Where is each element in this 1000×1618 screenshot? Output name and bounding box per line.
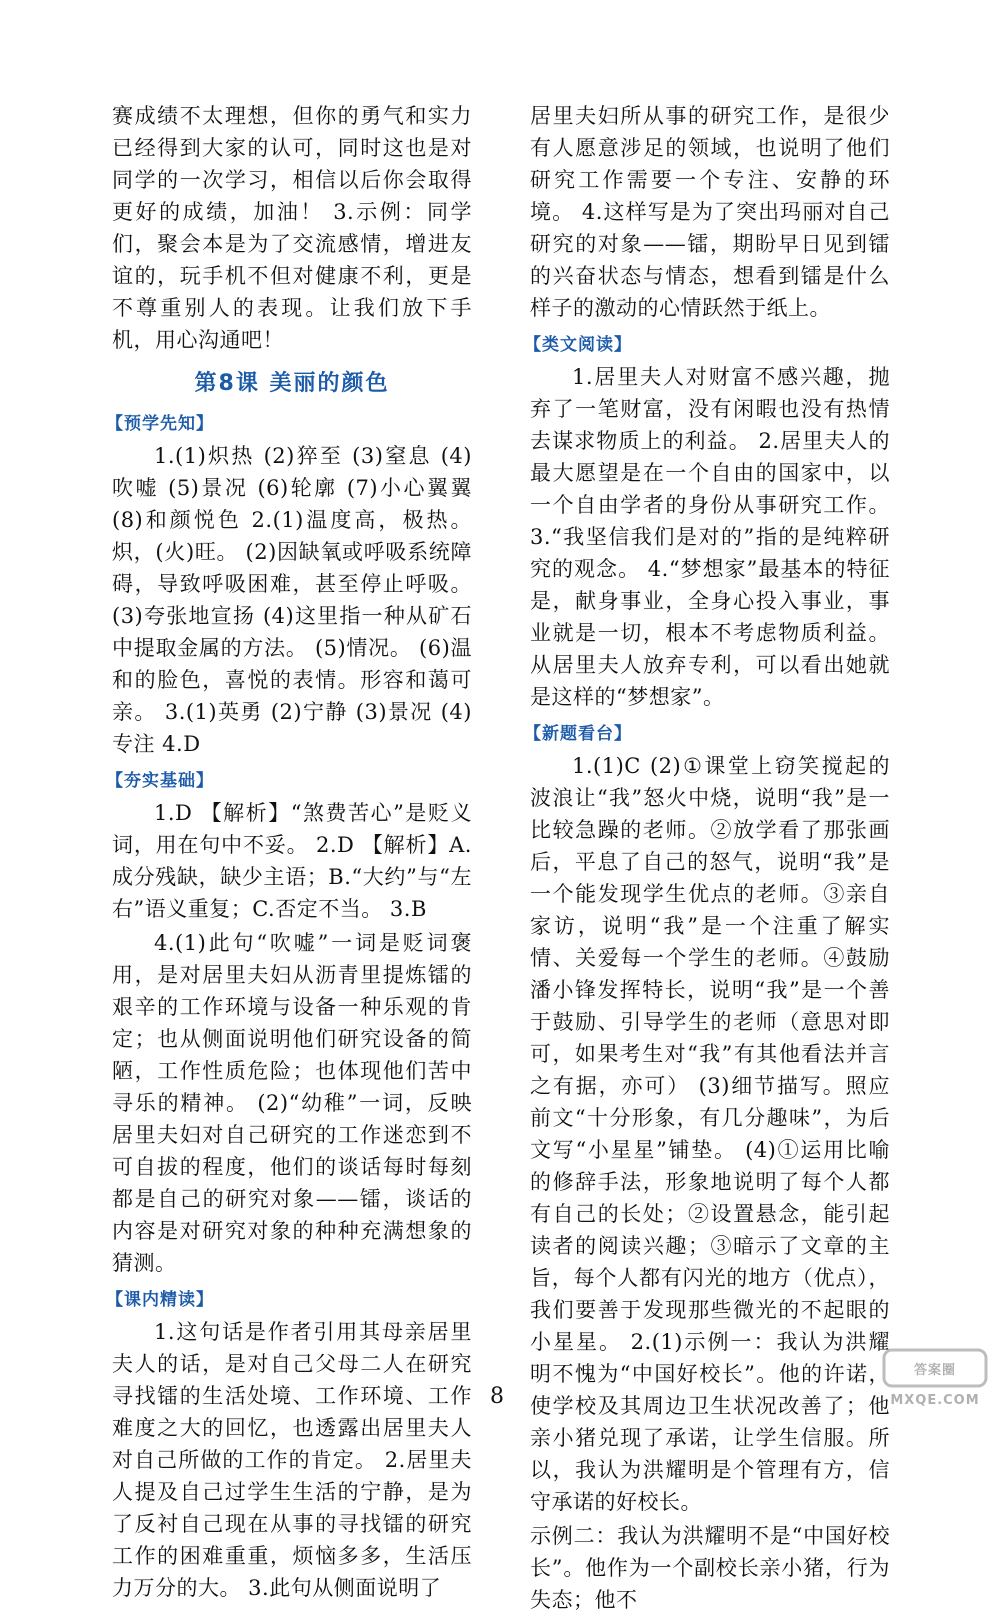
- new-questions-example-two: 示例二：我认为洪耀明不是“中国好校长”。他作为一个副校长亲小猪，行为失态；他不: [530, 1524, 890, 1612]
- left-column: [106, 100, 472, 1606]
- new-questions-answers: 1.(1)C (2)①课堂上窃笑搅起的波浪让“我”怒火中烧，说明“我”是一比较急躁的老师。②放学看了那张画后，平息了自己的怒气，说明“我”是一个能发现学生优点的老师。③亲自家访，说明“我”是一个注重了解实情、关爱每一个学生的老师。④鼓励潘小锋发挥特长，说明“我”是一个善于鼓励、引导学生的老师（意思对即可，如果考生对“我”有其他看法并言之有据，亦可） (3)细节描写。照应前文“十分形象，有几分趣味”，为后文写“小星星”铺垫。 (4)①运用比喻的修辞手法，形象地说明了每个人都有自己的长处；②设置悬念，能引起读者的阅读兴趣；③暗示了文章的主旨，每个人都有闪光的地方（优点），我们要善于发现那些微光的不起眼的小星星。 2.(1)示例一：我认为洪耀明不愧为“中国好校长”。他的许诺，使学校及其周边卫生状况改善了；他亲小猪兑现了承诺，让学生信服。所以，我认为洪耀明是个管理有方，信守承诺的好校长。: [530, 754, 890, 1514]
- watermark-line1: 答案圈: [913, 1363, 957, 1378]
- section-heading-close-reading: 【课内精读】: [106, 1290, 214, 1310]
- preview-answers: 1.(1)炽热 (2)猝至 (3)窒息 (4)吹嘘 (5)景况 (6)轮廓 (7)小心翼翼 (8)和颜悦色 2.(1)温度高，极热。炽，(火)旺。 (2)因缺氧或呼吸系统障碍，导致呼吸困难，甚至停止呼吸。 (3)夸张地宣扬 (4)这里指一种从矿石中提取金属的方法。 (5)情况。 (6)温和的脸色，喜悦的表情。形容和蔼可亲。 3.(1)英勇 (2)宁静 (3)景况 (4)专注 4.D: [112, 444, 472, 756]
- section-heading-similar-reading: 【类文阅读】: [524, 335, 632, 355]
- section-heading-preview: 【预学先知】: [106, 414, 214, 434]
- lesson-title: 第8课 美丽的颜色: [194, 371, 390, 396]
- basics-answers-part2: 4.(1)此句“吹嘘”一词是贬词褒用，是对居里夫妇从沥青里提炼镭的艰辛的工作环境与设备一种乐观的肯定；也从侧面说明他们研究设备的简陋，工作性质危险；也体现他们苦中寻乐的精神。 (2)“幼稚”一词，反映居里夫妇对自己研究的工作迷恋到不可自拔的程度，他们的谈话每时每刻都是自己的研究对象——镭，谈话的内容是对研究对象的种种充满想象的猜测。: [112, 931, 472, 1275]
- basics-answers-part1: 1.D 【解析】“煞费苦心”是贬义词，用在句中不妥。 2.D 【解析】A.成分残缺，缺少主语；B.“大约”与“左右”语义重复；C.否定不当。 3.B: [112, 801, 472, 921]
- watermark-line2: MXQE.COM: [890, 1393, 980, 1408]
- right-column: [524, 100, 890, 1618]
- left-intro-paragraph: 赛成绩不太理想，但你的勇气和实力已经得到大家的认可，同时这也是对同学的一次学习，相信以后你会取得更好的成绩，加油！ 3.示例：同学们，聚会本是为了交流感情，增进友谊的，玩手机不但对健康不利，更是不尊重别人的表现。让我们放下手机，用心沟通吧！: [112, 104, 472, 352]
- page-number: 8: [490, 1384, 504, 1409]
- close-reading-answers: 1.这句话是作者引用其母亲居里夫人的话，是对自己父母二人在研究寻找镭的生活处境、工作环境、工作难度之大的回忆，也透露出居里夫人对自己所做的工作的肯定。 2.居里夫人提及自己过学生生活的宁静，是为了反衬自己现在从事的寻找镭的研究工作的困难重重，烦恼多多，生活压力万分的大。 3.此句从侧面说明了: [112, 1320, 472, 1600]
- section-heading-new-questions: 【新题看台】: [524, 724, 632, 744]
- right-intro-paragraph: 居里夫妇所从事的研究工作，是很少有人愿意涉足的领域，也说明了他们研究工作需要一个专注、安静的环境。 4.这样写是为了突出玛丽对自己研究的对象——镭，期盼早日见到镭的兴奋状态与情态，想看到镭是什么样子的激动的心情跃然于纸上。: [530, 104, 890, 320]
- similar-reading-answers: 1.居里夫人对财富不感兴趣，抛弃了一笔财富，没有闲暇也没有热情去谋求物质上的利益。 2.居里夫人的最大愿望是在一个自由的国家中，以一个自由学者的身份从事研究工作。 3.“我坚信我们是对的”指的是纯粹研究的观念。 4.“梦想家”最基本的特征是，献身事业，全身心投入事业，事业就是一切，根本不考虑物质利益。从居里夫人放弃专利，可以看出她就是这样的“梦想家”。: [530, 365, 890, 709]
- section-heading-basics: 【夯实基础】: [106, 771, 214, 791]
- watermark-logo: [880, 1346, 990, 1412]
